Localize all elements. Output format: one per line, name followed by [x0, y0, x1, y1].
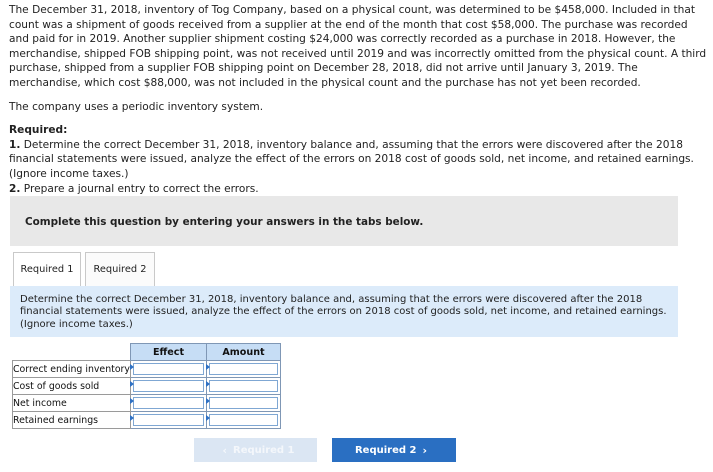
- dropdown-marker-icon: [130, 381, 134, 387]
- requirement-1-number: 1.: [9, 138, 21, 151]
- input-marker-icon: [206, 381, 210, 387]
- table-row: [13, 378, 281, 395]
- table-row: [13, 361, 281, 378]
- row-label: Retained earnings: [13, 412, 131, 429]
- input-marker-icon: [206, 364, 210, 370]
- table-corner: [13, 344, 131, 361]
- dropdown-marker-icon: [130, 398, 134, 404]
- effect-select[interactable]: [131, 412, 207, 429]
- requirement-2: [9, 182, 709, 197]
- row-label: Net income: [13, 395, 131, 412]
- table-row: [13, 395, 281, 412]
- requirement-2-text: Prepare a journal entry to correct the errors.: [20, 182, 259, 195]
- row-label: Correct ending inventory: [13, 361, 131, 378]
- tab-required-1[interactable]: Required 1: [13, 252, 81, 286]
- answer-table: [12, 343, 281, 429]
- panel-instruction: Complete this question by entering your answers in the tabs below.: [25, 216, 424, 228]
- table-header-row: [13, 344, 281, 361]
- chevron-left-icon: ‹: [222, 443, 228, 457]
- chevron-right-icon: ›: [422, 443, 428, 457]
- next-button-label: Required 2: [354, 444, 417, 456]
- row-label: Cost of goods sold: [13, 378, 131, 395]
- dropdown-marker-icon: [130, 364, 134, 370]
- requirement-2-number: 2.: [9, 182, 21, 195]
- inventory-system-note: The company uses a periodic inventory system.: [9, 100, 264, 113]
- problem-statement: [9, 3, 709, 196]
- effect-select[interactable]: [131, 378, 207, 395]
- answer-panel-header: [10, 196, 678, 246]
- amount-input[interactable]: [207, 412, 281, 429]
- previous-button-label: Required 1: [233, 444, 295, 456]
- table-row: [13, 412, 281, 429]
- input-marker-icon: [206, 415, 210, 421]
- requirement-1-text: Determine the correct December 31, 2018, inventory balance and, assuming that the errors were discovered after the 2018 financial statements were issued, analyze the effect of the errors on 2018 cost of goods sold, net income, and retained earnings. (Ignore income taxes.): [9, 138, 694, 180]
- problem-paragraph: The December 31, 2018, inventory of Tog Company, based on a physical count, was determined to be $458,000. Included in that count was a shipment of goods received from a supplier at the end of the month that cost $58,000. The purchase was recorded and paid for in 2019. Another supplier shipment costing $24,000 was correctly recorded as a purchase in 2018. However, the merchandise, shipped FOB shipping point, was not received until 2019 and was incorrectly omitted from the physical count. A third purchase, shipped from a supplier FOB shipping point on December 28, 2018, did not arrive until January 3, 2019. The merchandise, which cost $88,000, was not included in the physical count and the purchase has not yet been recorded.: [9, 4, 707, 89]
- required-heading: Required:: [9, 124, 68, 137]
- column-header-effect: Effect: [131, 344, 207, 361]
- input-marker-icon: [206, 398, 210, 404]
- tab-instruction: Determine the correct December 31, 2018, inventory balance and, assuming that the errors were discovered after the 2018 financial statements were issued, analyze the effect of the errors on 2018 cost of goods sold, net income, and retained earnings. (Ignore income taxes.): [10, 286, 678, 337]
- amount-input[interactable]: [207, 378, 281, 395]
- effect-select[interactable]: [131, 361, 207, 378]
- tab-required-2[interactable]: Required 2: [85, 252, 155, 286]
- effect-select[interactable]: [131, 395, 207, 412]
- previous-required-button[interactable]: [194, 438, 317, 462]
- amount-input[interactable]: [207, 361, 281, 378]
- column-header-amount: Amount: [207, 344, 281, 361]
- next-required-button[interactable]: [332, 438, 456, 462]
- requirement-1: [9, 138, 709, 182]
- dropdown-marker-icon: [130, 415, 134, 421]
- amount-input[interactable]: [207, 395, 281, 412]
